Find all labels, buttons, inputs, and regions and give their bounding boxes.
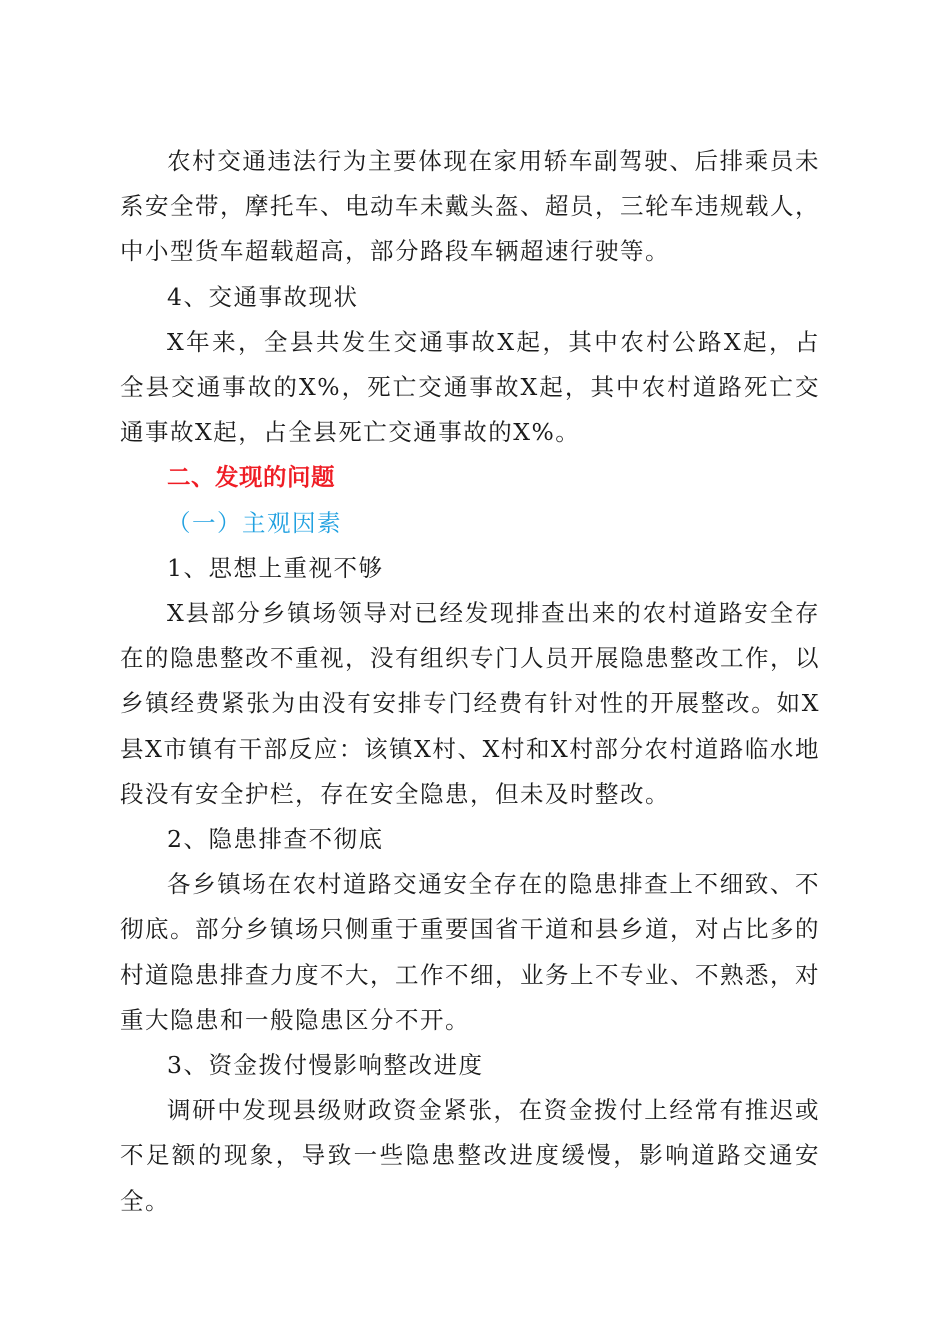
section-heading-problems: 二、发现的问题 <box>167 463 335 492</box>
heading-accident-status: 4、交通事故现状 <box>167 282 359 311</box>
subsection-heading-subjective: （一）主观因素 <box>167 508 342 537</box>
heading-insufficient-attention: 1、思想上重视不够 <box>167 553 384 582</box>
paragraph-insufficient-attention: X县部分乡镇场领导对已经发现排查出来的农村道路安全存在的隐患整改不重视，没有组织专门人员开展隐患整改工作，以乡镇经费紧张为由没有安排专门经费有针对性的开展整改。如X县X市镇有干部反应：该镇X村、X村和X村部分农村道路临水地段没有安全护栏，存在安全隐患，但未及时整改。 <box>120 599 820 808</box>
heading-incomplete-inspection: 2、隐患排查不彻底 <box>167 825 384 854</box>
paragraph-incomplete-inspection: 各乡镇场在农村道路交通安全存在的隐患排查上不细致、不彻底。部分乡镇场只侧重于重要国省干道和县乡道，对占比多的村道隐患排查力度不大，工作不细，业务上不专业、不熟悉，对重大隐患和一般隐患区分不开。 <box>120 870 820 1034</box>
paragraph-accident-stats: X年来，全县共发生交通事故X起，其中农村公路X起，占全县交通事故的X%，死亡交通事故X起，其中农村道路死亡交通事故X起，占全县死亡交通事故的X%。 <box>120 327 820 447</box>
heading-slow-funding: 3、资金拨付慢影响整改进度 <box>167 1051 484 1080</box>
paragraph-violations: 农村交通违法行为主要体现在家用轿车副驾驶、后排乘员未系安全带，摩托车、电动车未戴头盔、超员，三轮车违规载人，中小型货车超载超高，部分路段车辆超速行驶等。 <box>120 147 820 266</box>
document-page <box>120 139 820 1224</box>
paragraph-slow-funding: 调研中发现县级财政资金紧张，在资金拨付上经常有推迟或不足额的现象，导致一些隐患整改进度缓慢，影响道路交通安全。 <box>120 1096 820 1215</box>
